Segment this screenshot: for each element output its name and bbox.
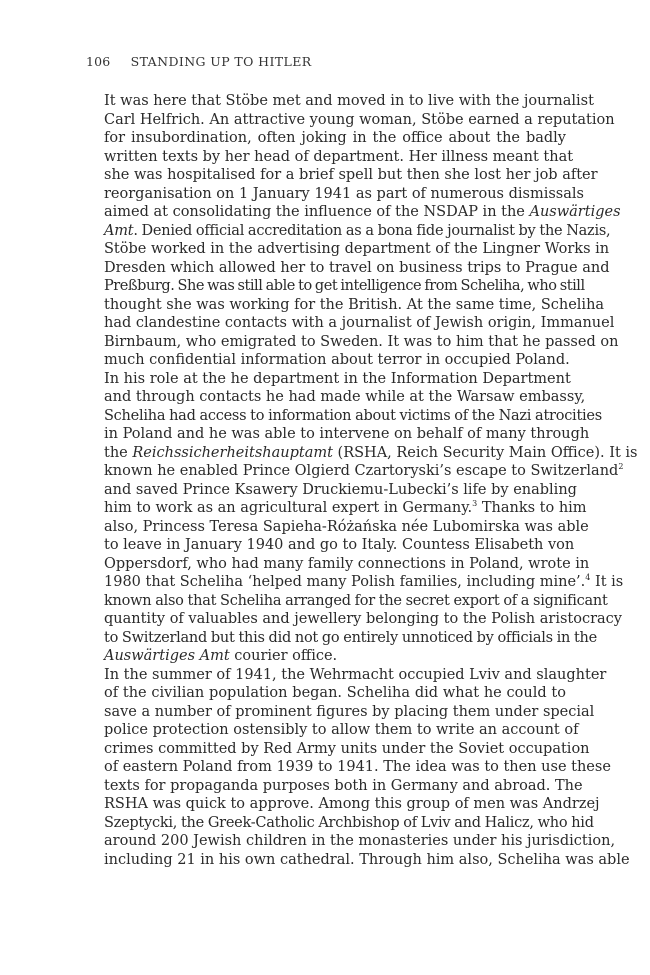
text-run: in Poland and he was able to intervene on behalf of many through <box>104 426 590 442</box>
text-line <box>86 666 607 685</box>
text-run: Thanks to him <box>477 500 587 516</box>
text-run: courier office. <box>229 648 338 664</box>
text-run: crimes committed by Red Army units under the Soviet occupation <box>104 740 590 757</box>
italic-run: Auswärtiges <box>529 204 621 220</box>
text-run: she was hospitalised for a brief spell but then she lost her job after <box>104 167 598 183</box>
text-line <box>86 148 574 167</box>
text-line <box>86 296 605 315</box>
text-line <box>86 610 622 629</box>
text-line <box>86 851 630 870</box>
text-line <box>86 277 585 296</box>
text-run: RSHA was quick to approve. Among this group of men was Andrzej <box>104 796 600 812</box>
italic-run: Auswärtiges Amt <box>104 648 230 664</box>
text-run: to Switzerland but this did not go entirely unnoticed by officials in the <box>104 629 597 646</box>
text-run: Carl Helfrich. An attractive young woman, Stöbe earned a reputation <box>104 111 615 128</box>
text-run: written texts by her head of department. Her illness meant that <box>104 148 574 165</box>
text-run: of the civilian population began. Scheliha did what he could to <box>104 685 566 701</box>
text-run: save a number of prominent figures by placing them under special <box>104 703 595 720</box>
text-line <box>86 518 589 537</box>
text-run: much confidential information about terror in occupied Poland. <box>104 352 570 368</box>
text-line <box>86 425 590 444</box>
text-line <box>86 462 624 481</box>
text-run: around 200 Jewish children in the monasteries under his jurisdiction, <box>104 833 616 849</box>
text-line <box>86 314 615 333</box>
text-run: and through contacts he had made while at the Warsaw embassy, <box>104 389 586 405</box>
text-line <box>86 166 598 185</box>
running-title: STANDING UP TO HITLER <box>130 54 312 69</box>
page-number: 106 <box>86 54 111 69</box>
text-run: had clandestine contacts with a journalist of Jewish origin, Immanuel <box>104 315 615 331</box>
text-run: also, Princess Teresa Sapieha-Różańska née Lubomirska was able <box>104 518 589 535</box>
text-line <box>86 703 595 722</box>
text-line <box>86 536 575 555</box>
text-run: It was here that Stöbe met and moved in to live with the journalist <box>104 93 594 109</box>
text-line <box>86 259 610 278</box>
text-line <box>86 129 566 148</box>
text-line <box>86 481 577 500</box>
paragraph-3 <box>86 666 630 870</box>
text-line <box>86 721 579 740</box>
text-line <box>86 777 583 796</box>
text-run: Scheliha had access to information about victims of the Nazi atrocities <box>104 407 602 424</box>
text-run: quantity of valuables and jewellery belonging to the Polish aristocracy <box>104 611 622 627</box>
text-line <box>86 499 587 518</box>
text-run: thought she was working for the British. At the same time, Scheliha <box>104 296 605 313</box>
text-line <box>86 832 616 851</box>
text-line <box>86 444 638 463</box>
footnote-ref: 4 <box>585 573 591 583</box>
text-run: police protection ostensibly to allow them to write an account of <box>104 722 579 738</box>
text-line <box>86 407 602 426</box>
text-line <box>86 351 570 370</box>
text-run: and saved Prince Ksawery Druckiemu-Lubecki’s life by enabling <box>104 481 577 498</box>
text-run: In the summer of 1941, the Wehrmacht occupied Lviv and slaughter <box>104 666 607 683</box>
text-run: reorganisation on 1 January 1941 as part of numerous dismissals <box>104 185 584 202</box>
text-line <box>86 333 619 352</box>
text-run: 1980 that Scheliha ‘helped many Polish families, including mine’. <box>104 574 586 590</box>
footnote-ref: 3 <box>472 499 478 509</box>
text-run: texts for propaganda purposes both in Germany and abroad. The <box>104 777 583 794</box>
text-run: known he enabled Prince Olgierd Czartoryski’s escape to Switzerland <box>104 463 619 479</box>
text-line <box>86 240 610 259</box>
paragraph-1 <box>86 92 621 370</box>
running-head <box>86 54 312 69</box>
text-line <box>86 573 624 592</box>
text-line <box>86 370 571 389</box>
text-run: . Denied official accreditation as a bona fide journalist by the Nazis, <box>133 222 611 239</box>
text-run: Stöbe worked in the advertising department of the Lingner Works in <box>104 241 610 257</box>
body-text <box>86 92 638 869</box>
text-line <box>86 647 566 666</box>
text-line <box>86 185 584 204</box>
text-line <box>86 388 586 407</box>
text-run: of eastern Poland from 1939 to 1941. The idea was to then use these <box>104 759 611 775</box>
text-run: Szeptycki, the Greek-Catholic Archbishop of Lviv and Halicz, who hid <box>104 814 594 831</box>
text-line <box>86 629 597 648</box>
text-line <box>86 758 611 777</box>
text-run: Dresden which allowed her to travel on business trips to Prague and <box>104 259 610 276</box>
text-run: In his role at the he department in the Information Department <box>104 370 571 387</box>
text-run: for insubordination, often joking in the office about the badly <box>104 130 566 146</box>
footnote-ref: 2 <box>618 462 624 472</box>
text-line <box>86 795 600 814</box>
text-run: It is <box>590 574 624 590</box>
text-run: to leave in January 1940 and go to Italy. Countess Elisabeth von <box>104 537 575 553</box>
text-line <box>86 592 608 611</box>
text-run: including 21 in his own cathedral. Through him also, Scheliha was able <box>104 851 630 868</box>
text-run: him to work as an agricultural expert in Germany. <box>104 500 473 516</box>
text-run: aimed at consolidating the influence of the NSDAP in the <box>104 204 530 220</box>
text-line <box>86 555 590 574</box>
text-run: Oppersdorf, who had many family connections in Poland, wrote in <box>104 555 590 572</box>
text-run: Preßburg. She was still able to get intelligence from Scheliha, who still <box>104 278 585 294</box>
paragraph-2 <box>86 370 638 666</box>
text-run: Birnbaum, who emigrated to Sweden. It was to him that he passed on <box>104 333 619 350</box>
text-line <box>86 222 611 241</box>
text-run: (RSHA, Reich Security Main Office). It is <box>332 444 638 461</box>
text-line <box>86 740 590 759</box>
text-line <box>86 684 566 703</box>
italic-run: Reichssicherheitshauptamt <box>132 444 333 461</box>
text-line <box>86 92 594 111</box>
italic-run: Amt <box>104 222 134 239</box>
text-line <box>86 203 621 222</box>
text-line <box>86 814 594 833</box>
text-run: known also that Scheliha arranged for the secret export of a significant <box>104 592 608 609</box>
text-run: the <box>104 444 133 461</box>
text-line <box>86 111 615 130</box>
